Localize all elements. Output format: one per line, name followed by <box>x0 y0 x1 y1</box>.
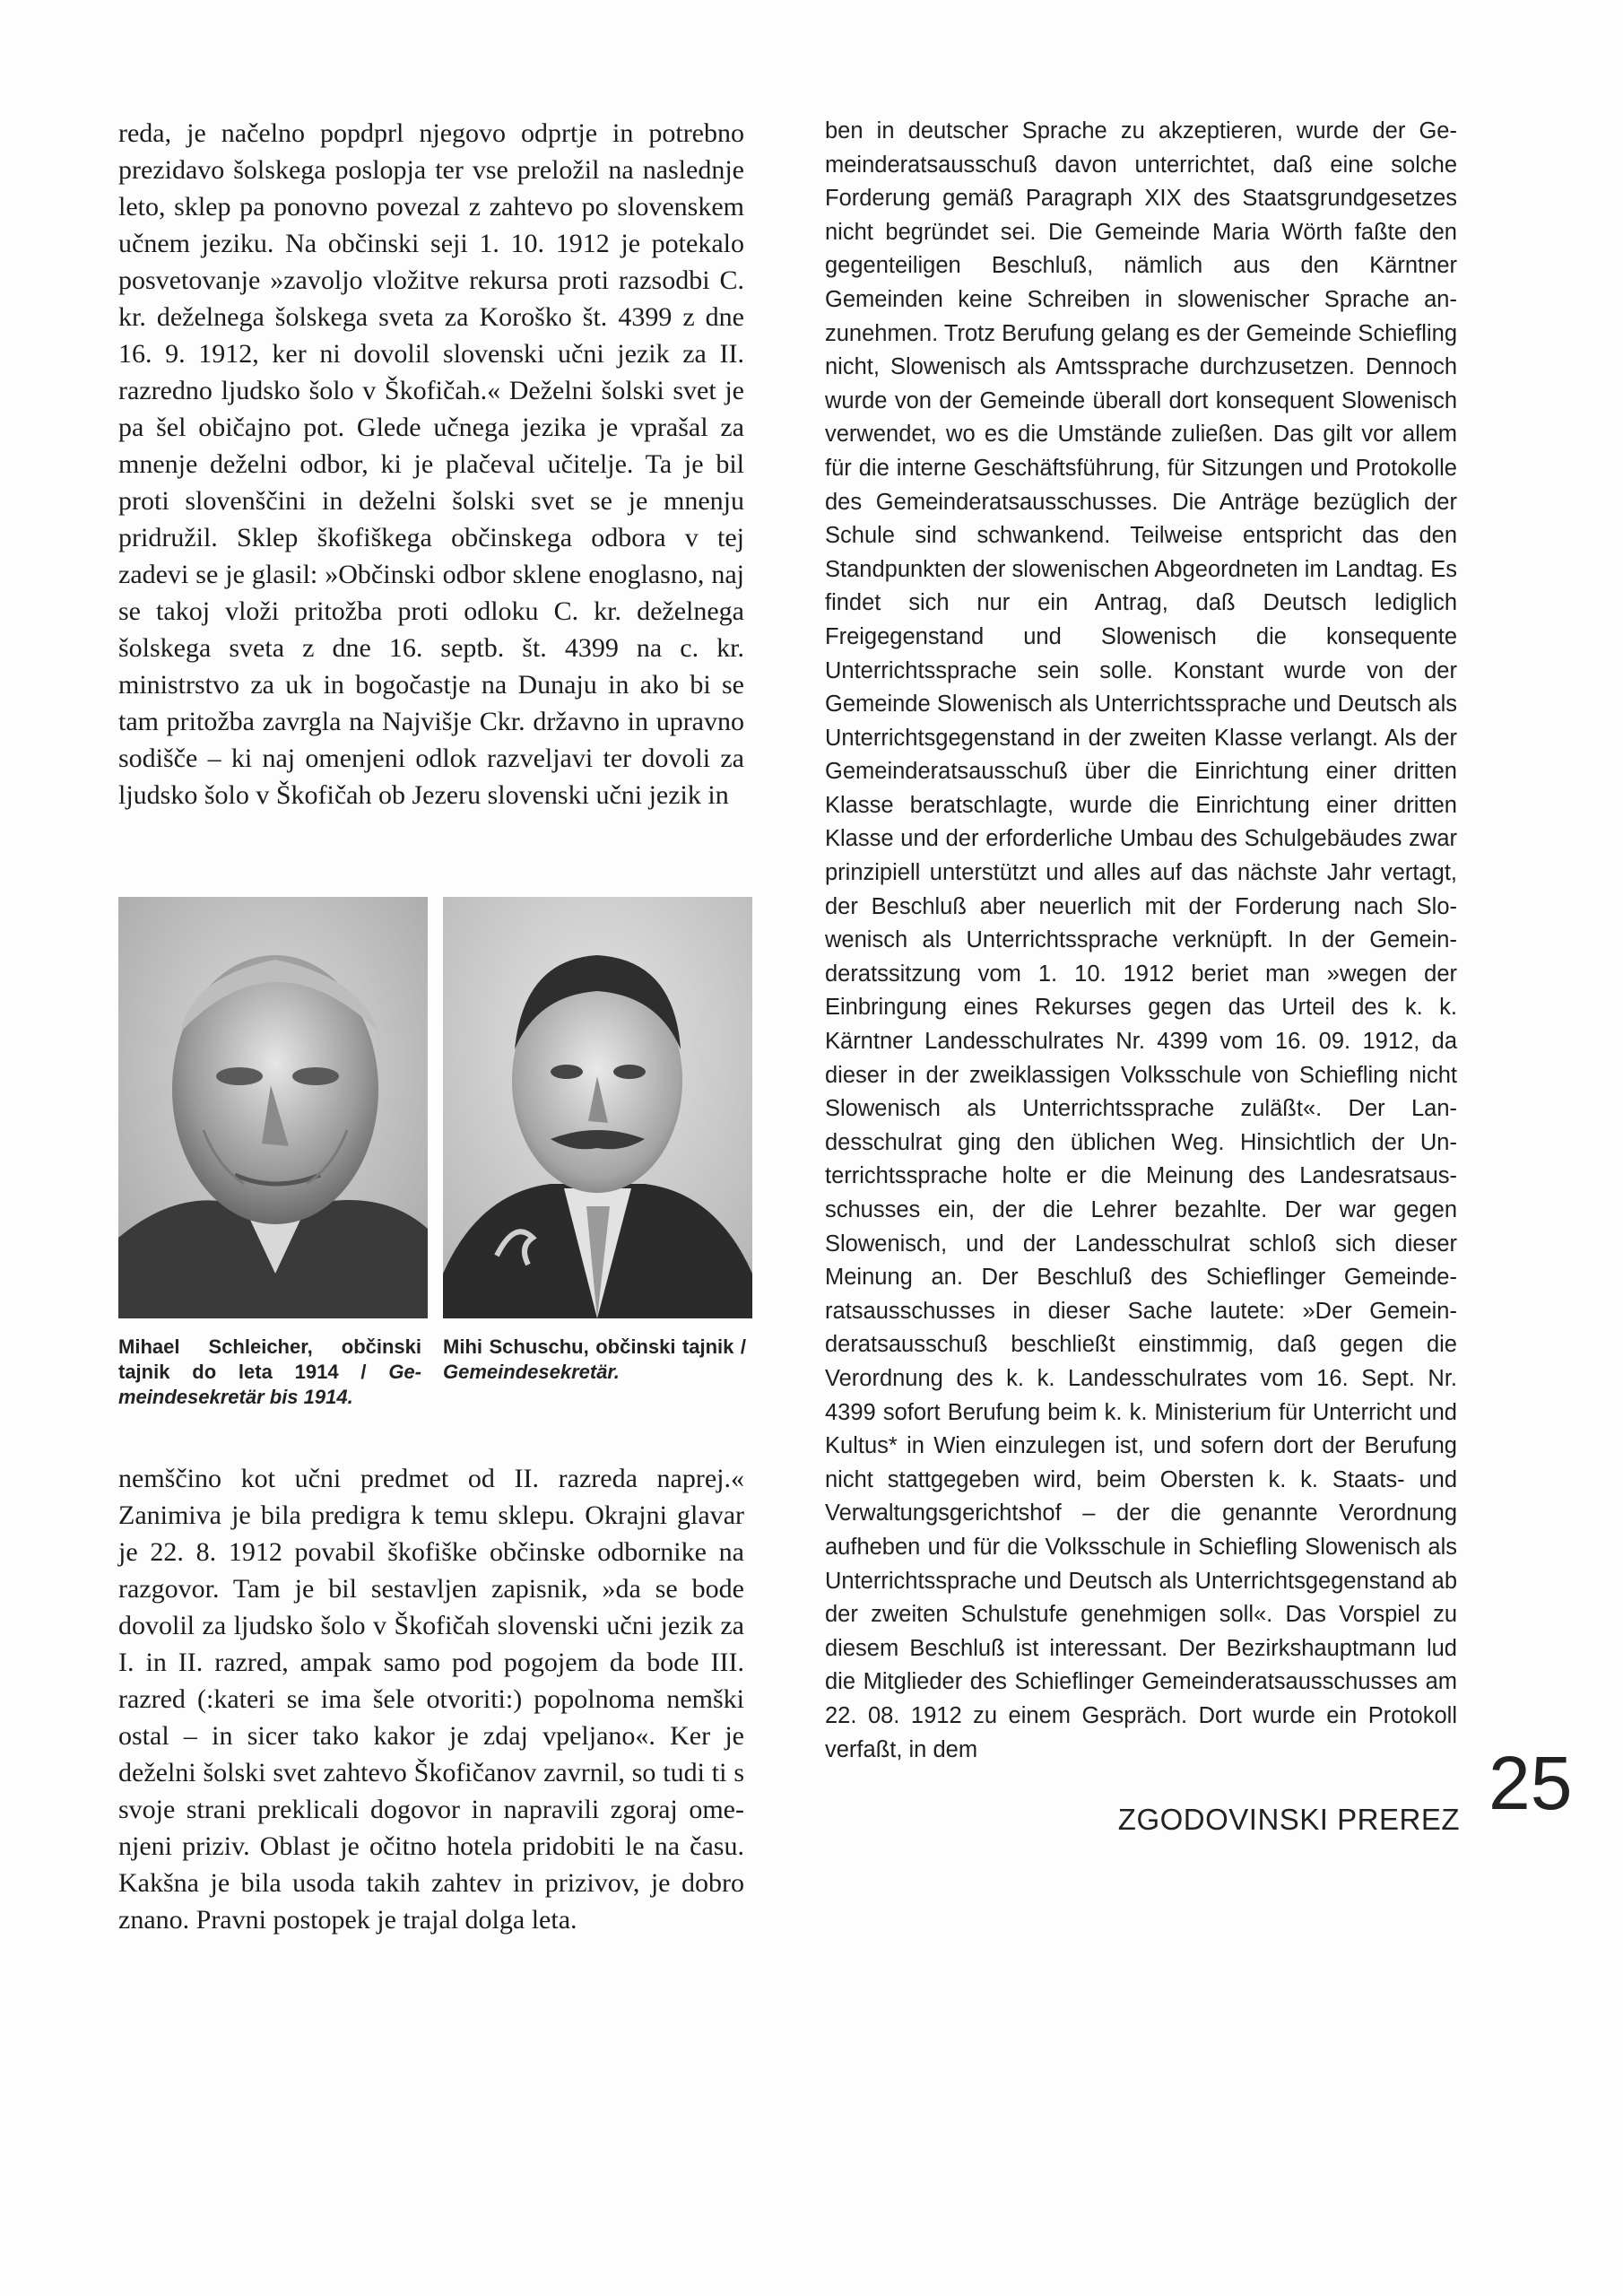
left-column-bottom <box>118 1460 744 1938</box>
caption-schuschu-german: Gemeindesekretär. <box>443 1361 620 1383</box>
left-column-bottom-text: nemščino kot učni predmet od II. razreda naprej.« Zanimiva je bila predigra k temu sklepu. Okrajni glavar je 22. 8. 1912 povabil škofiške občinske odbornike na razgovor. Tam je bil sestavljen zapisnik, »da se bode dovolil za ljudsko šolo v Škofičah slovenski učni jezik za I. in II. razred, ampak samo pod pogojem da bode III. razred (:kateri se ima šele otvoriti:) popolnoma nemški ostal – in sicer tako kakor je zdaj vpeljano«. Ker je deželni šolski svet zahtevo Škofičanov zavrnil, so tudi ti s svoje strani preklicali dogovor in napravili zgoraj omenjeni priziv. Oblast je očitno hotela pridobiti le na času. Kakšna je bila usoda takih zahtev in prizivov, je dobro znano. Pravni postopek je trajal dolga leta. <box>118 1464 744 1935</box>
portrait-photo-schuschu <box>443 897 752 1318</box>
caption-schuschu-text: Mihi Schuschu, občinski tajnik / <box>443 1335 746 1358</box>
caption-schleicher <box>118 1335 421 1410</box>
left-column-top <box>118 115 744 813</box>
photo-row <box>118 897 746 1318</box>
right-column-text: ben in deutscher Sprache zu akzeptieren, wurde der Gemeinderatsausschuß davon unterrichtet, daß eine solche Forderung gemäß Paragraph XIX des Staatsgrundgesetzes nicht begründet sei. Die Gemeinde Maria Wörth faßte den gegenteiligen Beschluß, nämlich aus den Kärntner Gemeinden keine Schreiben in slowenischer Sprache anzunehmen. Trotz Berufung gelang es der Gemeinde Schiefling nicht, Slowenisch als Amtssprache durchzusetzen. Dennoch wurde von der Gemeinde überall dort konsequent Slowenisch verwendet, wo es die Umstände zuließen. Das gilt vor allem für die interne Geschäftsführung, für Sitzungen und Protokolle des Gemeinderatsausschusses. Die Anträge bezüglich der Schule sind schwankend. Teilweise entspricht das den Standpunkten der slowenischen Abgeordneten im Landtag. Es findet sich nur ein Antrag, daß Deutsch lediglich Freigegenstand und Slowenisch die konsequente Unterrichtssprache sein solle. Konstant wurde von der Gemeinde Slowenisch als Unterrichtssprache und Deutsch als Unterrichtsgegenstand in der zweiten Klasse verlangt. Als der Gemeinderatsausschuß über die Einrichtung einer dritten Klasse beratschlagte, wurde die Einrichtung einer dritten Klasse und der erforderliche Umbau des Schulgebäudes zwar prinzipiell unterstützt und alles auf das nächste Jahr vertagt, der Beschluß aber neuerlich mit der Forderung nach Slowenisch als Unterrichtssprache verknüpft. In der Gemeinderatssitzung vom 1. 10. 1912 beriet man »wegen der Einbringung eines Rekurses gegen das Urteil des k. k. Kärntner Landesschulrates Nr. 4399 vom 16. 09. 1912, da dieser in der zweiklassigen Volksschule von Schiefling nicht Slowenisch als Unterrichtssprache zuläßt«. Der Landesschulrat ging den üblichen Weg. Hinsichtlich der Unterrichtssprache holte er die Meinung des Landesratsausschusses ein, der die Lehrer bezahlte. Der war gegen Slowenisch, und der Landesschulrat schloß sich dieser Meinung an. Der Beschluß des Schieflinger Gemeinderatsausschusses in dieser Sache lautete: »Der Gemeinderatsausschuß beschließt einstimmig, daß gegen die Verordnung des k. k. Landesschulrates vom 16. Sept. Nr. 4399 sofort Berufung beim k. k. Ministerium für Unterricht und Kultus* in Wien einzulegen ist, und sofern dort der Berufung nicht stattgegeben wird, beim Obersten k. k. Staats- und Verwaltungsgerichtshof – der die genannte Verordnung aufheben und für die Volksschule in Schiefling Slowenisch als Unterrichtssprache und Deutsch als Unterrichtsgegenstand ab der zweiten Schulstufe genehmigen soll«. Das Vorspiel zu diesem Beschluß ist interessant. Der Bezirkshauptmann lud die Mitglieder des Schieflinger Gemeinderatsausschusses am 22. 08. 1912 zu einem Gespräch. Dort wurde ein Protokoll verfaßt, in dem <box>825 118 1457 1762</box>
page-number: 25 <box>1488 1741 1573 1825</box>
caption-schuschu <box>443 1335 746 1385</box>
caption-schleicher-german: Gemeindesekretär bis 1914. <box>118 1361 421 1408</box>
portrait-schuschu-image <box>443 897 752 1318</box>
portrait-photo-schleicher <box>118 897 428 1318</box>
left-column-top-text: reda, je načelno popdprl njegovo odprtje in potrebno prezidavo šolskega poslopja ter vse preložil na naslednje leto, sklep pa ponovno povezal z zahtevo po slovenskem učnem jeziku. Na občinski seji 1. 10. 1912 je potekalo posvetovanje »zavoljo vložitve rekursa proti razsodbi C. kr. deželnega šolskega sveta za Koroško št. 4399 z dne 16. 9. 1912, ker ni dovolil slovenski učni jezik za II. razredno ljudsko šolo v Škofičah.« Deželni šolski svet je pa šel običajno pot. Glede učnega jezika je vprašal za mnenje deželni odbor, ki je plačeval učitelje. Ta je bil proti slovenščini in deželni šolski svet se je mnenju pridružil. Sklep škofiškega občinskega odbora v tej zadevi se je glasil: »Občinski odbor sklene enoglasno, naj se takoj vloži pritožba proti odloku C. kr. deželnega šolskega sveta z dne 16. septb. št. 4399 na c. kr. ministrstvo za uk in bogočastje na Dunaju in ako bi se tam pritožba zavrgla na Najvišje Ckr. državno in upravno sodišče – ki naj omenjeni odlok razveljavi ter dovoli za ljudsko šolo v Škofičah ob Jezeru slovenski učni jezik in <box>118 118 744 810</box>
section-label: ZGODOVINSKI PREREZ <box>1117 1803 1460 1836</box>
right-column <box>825 115 1457 1767</box>
caption-schleicher-text: Mihael Schleicher, občinski tajnik do leta 1914 / <box>118 1335 421 1383</box>
portrait-schleicher-image <box>118 897 428 1318</box>
